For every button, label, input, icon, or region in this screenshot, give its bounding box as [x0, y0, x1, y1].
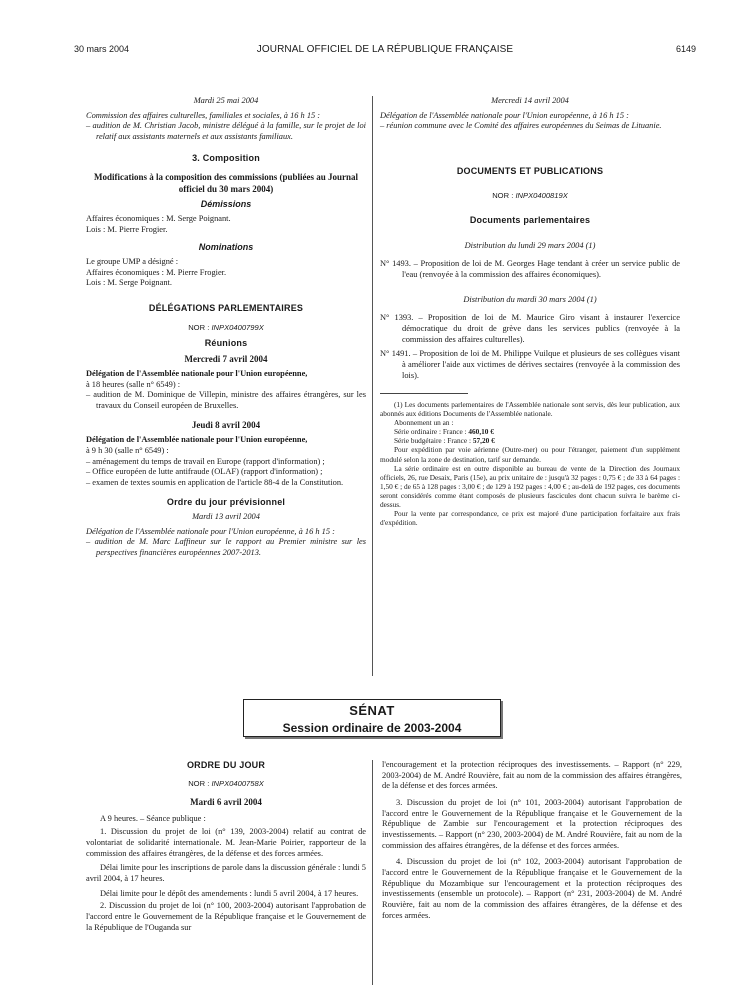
tariff-label: Série budgétaire : France :: [394, 436, 471, 446]
deadline-line: Délai limite pour les inscriptions de parole dans la discussion générale : lundi 5 avril 2004, à 17 heures.: [86, 863, 366, 883]
delegation-item: – audition de M. Marc Laffineur sur le rapport au Premier ministre sur les perspectives financières européennes 2007-2013.: [86, 537, 366, 557]
date-heading: Mardi 25 mai 2004: [193, 96, 259, 105]
agenda-item: 2. Discussion du projet de loi (n° 100, 2003-2004) autorisant l'approbation de l'accord entre le Gouvernement de la République française et le Gouvernement de la République de l'Ouganda sur: [86, 901, 366, 932]
footnote: Pour expédition par voie aérienne (Outre-mer) ou pour l'étranger, paiement d'un supplément modulé selon la zone de destination, tarif sur demande.: [380, 445, 680, 464]
footnote: Abonnement un an :: [394, 418, 454, 428]
agenda-item: 4. Discussion du projet de loi (n° 102, 2003-2004) autorisant l'approbation de l'accord entre le Gouvernement de la République française et le Gouvernement de la République du Mozambique sur l'encouragement et la protection réciproques des investissements (ensemble un protocole). – Rapport (n° 231, 2003-2004) de M. André Rouvière, fait au nom de la commission des affaires étrangères, de la défense et des forces armées.: [382, 857, 682, 920]
delegation-time: à 18 heures (salle n° 6549) :: [86, 379, 181, 389]
delegation-item: – Office européen de lutte antifraude (OLAF) (rapport d'information) ;: [86, 467, 323, 477]
day-heading: Jeudi 8 avril 2004: [191, 419, 261, 430]
footnote: La série ordinaire est en outre disponible au bureau de vente de la Direction des Journaux officiels, 26, rue Desaix, Paris (15e), au prix unitaire de : jusqu'à 32 pages : 0,75 € ; de 33 à 64 pages : 1,50 € ; de 65 à 128 pages : 3,00 € ; de 129 à 192 pages : 4,00 € ; au-delà de 192 pages, ces documents seront considérés comme étant composés de plusieurs fascicules dont chacun suivra le barème ci-dessus.: [380, 463, 680, 509]
delegation-item: – examen de textes soumis en application de l'article 88-4 de la Constitution.: [86, 477, 344, 487]
ordre-du-jour-heading: Ordre du jour prévisionnel: [166, 496, 286, 507]
nor-code: INPX0400799X: [211, 322, 264, 332]
delegation-title: Délégation de l'Assemblée nationale pour l'Union européenne,: [86, 369, 308, 379]
delegation-item: – réunion commune avec le Comité des affaires européennes du Seimas de Lituanie.: [380, 121, 662, 131]
footnote: Pour la vente par correspondance, ce prix est majoré d'une participation forfaitaire aux frais d'expédition.: [380, 508, 680, 527]
nomination-line: Lois : M. Serge Poignant.: [86, 278, 172, 288]
day-heading: Mardi 13 avril 2004: [192, 511, 260, 521]
agenda-item: 1. Discussion du projet de loi (n° 139, 2003-2004) relatif au contrat de volontariat de solidarité internationale. M. Jean-Marie Poirier, rapporteur de la commission des affaires étrangères, de la défense et des forces armées.: [86, 827, 366, 858]
day-heading: Mardi 6 avril 2004: [190, 797, 262, 808]
column-left-bottom: [86, 760, 366, 933]
delegation-title: Délégation de l'Assemblée nationale pour l'Union européenne, à 16 h 15 :: [86, 526, 335, 536]
header-date: 30 mars 2004: [74, 44, 130, 54]
demissions-heading: Démissions: [200, 198, 252, 209]
footnote: (1) Les documents parlementaires de l'Assemblée nationale sont servis, dès leur publication, aux abonnés aux éditions Documents de l'Assemblée nationale.: [380, 400, 680, 419]
footnote-tariff: [380, 427, 680, 436]
page-number: 6149: [675, 44, 696, 54]
delegation-title: Délégation de l'Assemblée nationale pour l'Union européenne, à 16 h 15 :: [380, 110, 629, 120]
subsection-heading: Modifications à la composition des commissions (publiées au Journal officiel du 30 mars 2004): [93, 172, 359, 194]
nor-label: NOR :: [188, 322, 210, 332]
footnote-tariff: [380, 436, 680, 445]
nor-reference: [380, 191, 680, 201]
agenda-item: 3. Discussion du projet de loi (n° 101, 2003-2004) autorisant l'approbation de l'accord entre le Gouvernement de la République française et le Gouvernement de la République de Zambie sur l'encouragement et la protection réciproques des investissements. – Rapport (n° 230, 2003-2004) de M. André Rouvière, fait au nom de la commission des affaires étrangères, de la défense et des forces armées.: [382, 798, 682, 850]
agenda-item-continued: l'encouragement et la protection réciproques des investissements. – Rapport (n° 229, 2003-2004) de M. André Rouvière, fait au nom de la commission des affaires étrangères, de la défense et des forces armées.: [382, 760, 682, 791]
page-header: [74, 44, 696, 58]
reunions-heading: Réunions: [204, 338, 248, 349]
commission-line: Commission des affaires culturelles, familiales et sociales, à 16 h 15 :: [86, 110, 321, 120]
demission-line: Affaires économiques : M. Serge Poignant.: [86, 214, 231, 224]
column-right-top: [380, 96, 680, 527]
column-divider-bottom: [372, 760, 373, 985]
column-left-top: [86, 96, 366, 559]
footnote-divider: [380, 393, 468, 394]
ordre-du-jour-heading: ORDRE DU JOUR: [186, 760, 266, 770]
nomination-line: Le groupe UMP a désigné :: [86, 257, 179, 267]
column-divider-top: [372, 96, 373, 676]
nor-code: INPX0400819X: [515, 191, 568, 201]
document-item: N° 1491. – Proposition de loi de M. Philippe Vuilque et plusieurs de ses collègues visant à améliorer l'aide aux victimes de dérives sectaires (renvoyée à la commission des lois).: [380, 349, 680, 380]
journal-title: JOURNAL OFFICIEL DE LA RÉPUBLIQUE FRANÇAISE: [256, 44, 514, 55]
nor-code: INPX0400758X: [211, 779, 264, 789]
seance-line: A 9 heures. – Séance publique :: [100, 814, 206, 824]
delegation-item: – audition de M. Dominique de Villepin, ministre des affaires étrangères, sur les travaux du Conseil européen de Bruxelles.: [86, 390, 366, 411]
nor-reference: [86, 779, 366, 789]
delegation-time: à 9 h 30 (salle n° 6549) :: [86, 445, 169, 455]
distribution-heading: Distribution du lundi 29 mars 2004 (1): [464, 240, 596, 250]
delegation-item: – aménagement du temps de travail en Europe (rapport d'information) ;: [86, 456, 325, 466]
senat-title: SÉNAT: [349, 703, 395, 718]
tariff-value: 460,10 €: [468, 427, 494, 437]
demission-line: Lois : M. Pierre Frogier.: [86, 225, 168, 235]
nomination-line: Affaires économiques : M. Pierre Frogier.: [86, 267, 227, 277]
nor-reference: [86, 323, 366, 333]
tariff-value: 57,20 €: [472, 436, 495, 446]
tariff-label: Série ordinaire : France :: [394, 427, 467, 437]
delegation-title: Délégation de l'Assemblée nationale pour l'Union européenne,: [86, 435, 308, 445]
audition-item: – audition de M. Christian Jacob, ministre délégué à la famille, sur le projet de loi relatif aux assistants maternels et aux assistants familiaux.: [86, 121, 366, 142]
nominations-heading: Nominations: [198, 241, 254, 252]
date-heading: Mercredi 14 avril 2004: [491, 96, 569, 105]
deadline-line: Délai limite pour le dépôt des amendements : lundi 5 avril 2004, à 17 heures.: [100, 888, 359, 898]
nor-label: NOR :: [188, 779, 210, 789]
column-right-bottom: [382, 760, 682, 921]
senat-banner: [243, 699, 501, 737]
delegations-heading: DÉLÉGATIONS PARLEMENTAIRES: [148, 303, 304, 314]
documents-heading: DOCUMENTS ET PUBLICATIONS: [456, 166, 604, 177]
nor-label: NOR :: [492, 191, 514, 201]
senat-subtitle: Session ordinaire de 2003-2004: [282, 720, 462, 735]
section-heading: 3. Composition: [192, 152, 260, 163]
document-item: N° 1393. – Proposition de loi de M. Maurice Giro visant à instaurer l'exercice démocratique du droit de grève dans les services publics (renvoyée à la commission des affaires culturelles).: [380, 313, 680, 344]
distribution-heading: Distribution du mardi 30 mars 2004 (1): [463, 294, 597, 304]
documents-parlementaires-heading: Documents parlementaires: [469, 215, 591, 226]
document-item: N° 1493. – Proposition de loi de M. Georges Hage tendant à créer un service public de l'eau (renvoyée à la commission des affaires économiques).: [380, 259, 680, 279]
day-heading: Mercredi 7 avril 2004: [184, 353, 268, 364]
